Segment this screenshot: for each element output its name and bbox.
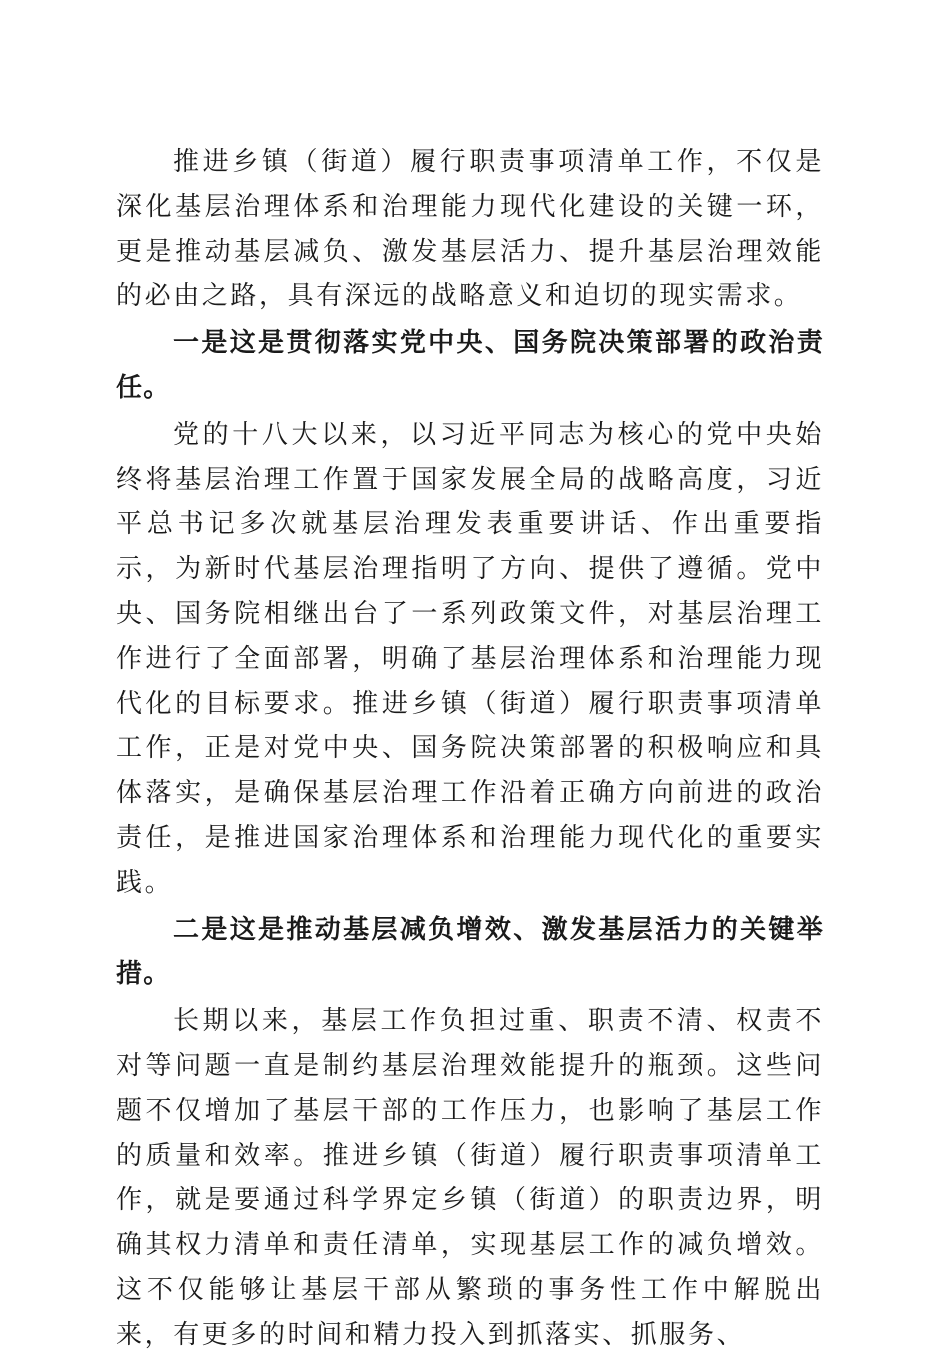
- document-body: [116, 140, 824, 1360]
- intro-paragraph: 推进乡镇（街道）履行职责事项清单工作，不仅是深化基层治理体系和治理能力现代化建设的关键一环，更是推动基层减负、激发基层活力、提升基层治理效能的必由之路，具有深远的战略意义和迫切的现实需求。: [116, 147, 824, 312]
- section-heading-1: 一是这是贯彻落实党中央、国务院决策部署的政治责任。: [116, 328, 824, 403]
- section-paragraph-1: 党的十八大以来，以习近平同志为核心的党中央始终将基层治理工作置于国家发展全局的战略高度，习近平总书记多次就基层治理发表重要讲话、作出重要指示，为新时代基层治理指明了方向、提供了遵循。党中央、国务院相继出台了一系列政策文件，对基层治理工作进行了全面部署，明确了基层治理体系和治理能力现代化的目标要求。推进乡镇（街道）履行职责事项清单工作，正是对党中央、国务院决策部署的积极响应和具体落实，是确保基层治理工作沿着正确方向前进的政治责任，是推进国家治理体系和治理能力现代化的重要实践。: [116, 419, 824, 898]
- section-heading-2: 二是这是推动基层减负增效、激发基层活力的关键举措。: [116, 914, 824, 990]
- section-paragraph-2: 长期以来，基层工作负担过重、职责不清、权责不对等问题一直是制约基层治理效能提升的瓶颈。这些问题不仅增加了基层干部的工作压力，也影响了基层工作的质量和效率。推进乡镇（街道）履行职责事项清单工作，就是要通过科学界定乡镇（街道）的职责边界，明确其权力清单和责任清单，实现基层工作的减负增效。这不仅能够让基层干部从繁琐的事务性工作中解脱出来，有更多的时间和精力投入到抓落实、抓服务、: [116, 1006, 824, 1350]
